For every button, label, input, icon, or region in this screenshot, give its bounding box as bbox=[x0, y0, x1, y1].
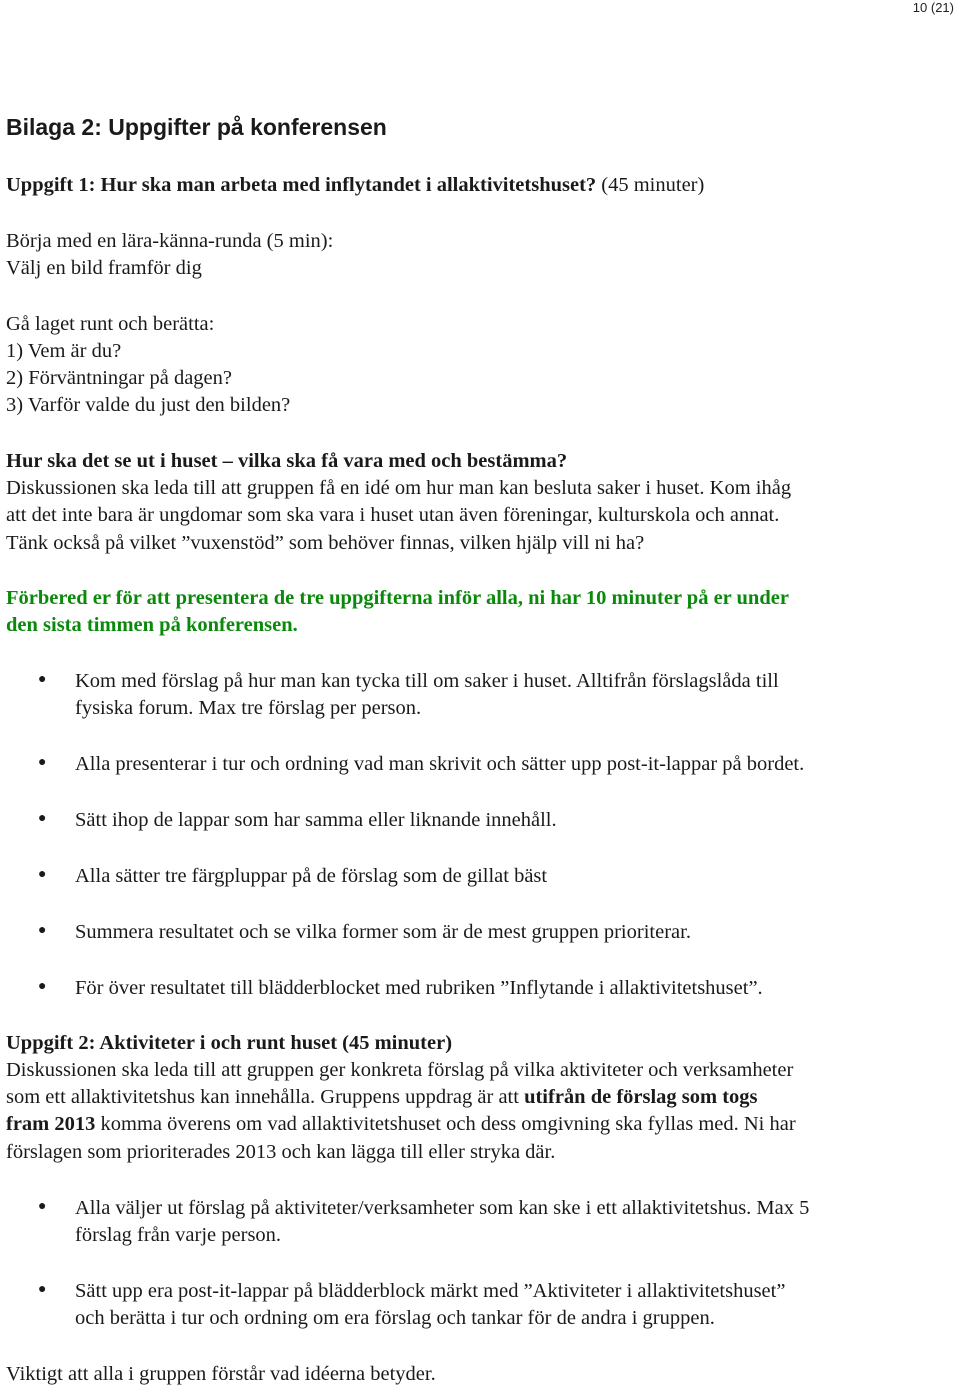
bullet-icon: ● bbox=[38, 867, 47, 882]
prepare-line: Förbered er för att presentera de tre uppgifterna inför alla, ni har 10 minuter på er under bbox=[6, 587, 789, 609]
task2-paragraph-line bbox=[6, 1111, 796, 1138]
task2-paragraph-line bbox=[6, 1084, 758, 1111]
bullet-icon: ● bbox=[38, 1282, 47, 1297]
task2-paragraph-line: Diskussionen ska leda till att gruppen ger konkreta förslag på vilka aktiviteter och verksamheter bbox=[6, 1059, 794, 1081]
closing-line: Viktigt att alla i gruppen förstår vad idéerna betyder. bbox=[6, 1363, 436, 1385]
bullet-icon: ● bbox=[38, 811, 47, 826]
task1-bullet-text: fysiska forum. Max tre förslag per person. bbox=[75, 697, 422, 719]
page-number: 10 (21) bbox=[912, 0, 954, 15]
prepare-line: den sista timmen på konferensen. bbox=[6, 614, 298, 636]
bullet-icon: ● bbox=[38, 923, 47, 938]
round-item: 1) Vem är du? bbox=[6, 340, 122, 362]
task1-title: Uppgift 1: Hur ska man arbeta med inflytandet i allaktivitetshuset? bbox=[6, 174, 597, 196]
task2-text: komma överens om vad allaktivitetshuset och dess omgivning ska fyllas med. Ni har bbox=[95, 1113, 796, 1135]
task2-paragraph-line: förslagen som prioriterades 2013 och kan lägga till eller stryka där. bbox=[6, 1141, 556, 1163]
discussion-line: Tänk också på vilket ”vuxenstöd” som behöver finnas, vilken hjälp vill ni ha? bbox=[6, 532, 645, 554]
task1-bullet-text: Sätt ihop de lappar som har samma eller liknande innehåll. bbox=[75, 809, 557, 831]
task1-bullet-text: Summera resultatet och se vilka former som är de mest gruppen prioriterar. bbox=[75, 921, 691, 943]
bullet-icon: ● bbox=[38, 1199, 47, 1214]
task2-title: Uppgift 2: Aktiviteter i och runt huset (45 minuter) bbox=[6, 1032, 453, 1054]
round-title: Gå laget runt och berätta: bbox=[6, 313, 215, 335]
task1-bullet-text: Alla presenterar i tur och ordning vad man skrivit och sätter upp post-it-lappar på bordet. bbox=[75, 753, 805, 775]
task2-bullet-text: förslag från varje person. bbox=[75, 1224, 282, 1246]
page-heading: Bilaga 2: Uppgifter på konferensen bbox=[6, 114, 387, 140]
intro-title: Börja med en lära-känna-runda (5 min): bbox=[6, 230, 334, 252]
task2-bullet-text: och berätta i tur och ordning om era förslag och tankar för de andra i gruppen. bbox=[75, 1307, 715, 1329]
task2-bullet-text: Alla väljer ut förslag på aktiviteter/verksamheter som kan ske i ett allaktivitetshus. Max 5 bbox=[75, 1197, 810, 1219]
discussion-line: Diskussionen ska leda till att gruppen få en idé om hur man kan besluta saker i huset. Kom ihåg bbox=[6, 477, 792, 499]
task1-title-line bbox=[6, 172, 704, 199]
task2-emphasis: utifrån de förslag som togs bbox=[524, 1086, 758, 1108]
round-item: 2) Förväntningar på dagen? bbox=[6, 367, 232, 389]
task1-bullet-text: Kom med förslag på hur man kan tycka till om saker i huset. Alltifrån förslagslåda till bbox=[75, 670, 779, 692]
round-item: 3) Varför valde du just den bilden? bbox=[6, 394, 291, 416]
task1-bullet-text: Alla sätter tre färgpluppar på de förslag som de gillat bäst bbox=[75, 865, 548, 887]
bullet-icon: ● bbox=[38, 979, 47, 994]
task2-text: som ett allaktivitetshus kan innehålla. Gruppens uppdrag är att bbox=[6, 1086, 525, 1108]
task1-bullet-text: För över resultatet till blädderblocket med rubriken ”Inflytande i allaktivitetshuset”. bbox=[75, 977, 763, 999]
bullet-icon: ● bbox=[38, 672, 47, 687]
bullet-icon: ● bbox=[38, 755, 47, 770]
task1-question: Hur ska det se ut i huset – vilka ska få vara med och bestämma? bbox=[6, 450, 568, 472]
discussion-line: att det inte bara är ungdomar som ska vara i huset utan även föreningar, kulturskola och annat. bbox=[6, 504, 780, 526]
task2-emphasis: fram 2013 bbox=[6, 1113, 96, 1135]
task2-bullet-text: Sätt upp era post-it-lappar på blädderblock märkt med ”Aktiviteter i allaktivitetshuset” bbox=[75, 1280, 786, 1302]
task1-duration: (45 minuter) bbox=[596, 174, 705, 196]
intro-line: Välj en bild framför dig bbox=[6, 257, 202, 279]
